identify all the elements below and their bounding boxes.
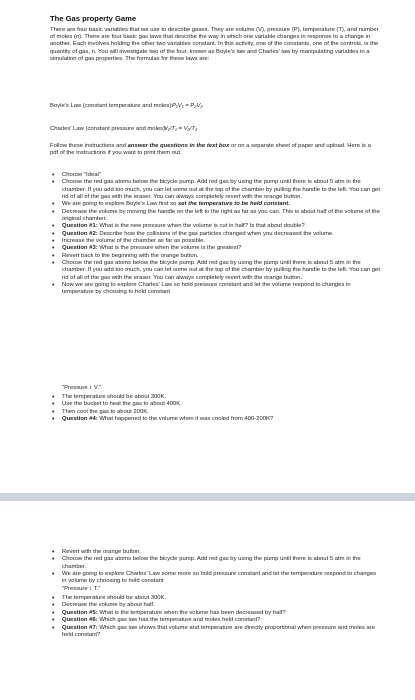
list-item-text: We are going to explore Charles' Law some more so hold pressure constant and let the temperature respond to changes in volume by choosing to hold constant [62, 570, 377, 585]
question-label: Question #6: [62, 617, 98, 624]
page-divider [0, 485, 415, 518]
list-item [50, 209, 382, 223]
question-text: What is the pressure when the volume is the greatest? [97, 245, 242, 252]
instruction-list-3 [50, 549, 382, 586]
question-text: Which gas law shows that volume and temperature are directly proportional when pressure and moles are held constant? [62, 624, 376, 638]
list-item [50, 201, 382, 208]
question-label: Question #7: [62, 624, 98, 631]
list-item-text: Choose the red gas atoms below the bicycle pump. Add red gas by using the pump until there is about 5 atm in the chamber. [62, 556, 361, 570]
question-label: Question #4: [62, 416, 98, 423]
list-item [50, 556, 382, 570]
instructions-emphasis: answer the questions in the text box [127, 143, 230, 149]
boyle-law-label: Boyle's Law (constant temperature and moles): [50, 103, 173, 109]
instruction-list-2 [50, 394, 382, 424]
list-item-text: The temperature should be about 300K. [62, 394, 167, 400]
list-item-text: Now we are going to explore Charles' Law so hold pressure constant and let the volume respond to changes in temperature by choosing to hold constant [62, 281, 351, 296]
question-item [50, 245, 382, 252]
instructions-post: or on a separate sheet of paper and upload. Here is a pdf of the instructions if you want to print them out. [50, 143, 371, 157]
instruction-list-1 [50, 172, 382, 297]
list-item [50, 602, 382, 609]
question-item [50, 617, 382, 624]
question-item [50, 231, 382, 238]
list-item [50, 253, 382, 260]
list-item-text: We are going to explore Boyle's Law first so [62, 201, 178, 208]
question-text: What is the new pressure when the volume is cut in half? Is that about double? [97, 223, 305, 230]
question-item [50, 416, 382, 423]
divider-bar [0, 493, 415, 501]
question-label: Question #3: [62, 245, 98, 252]
list-item [50, 394, 382, 401]
question-item [50, 625, 382, 639]
list-item [50, 179, 382, 201]
list-item [50, 595, 382, 602]
instructions-pre: Follow these instructions and [50, 143, 128, 149]
question-label: Question #1: [62, 223, 98, 230]
list-item-text: Then cool the gas to about 200K. [62, 408, 149, 415]
list-item-text: Choose the red gas atoms below the bicycle pump. Add red gas by using the pump until there is about 5 atm in the chamber. If you add too much, you can let some out at the top of the chamber by pulling the handle to the left. You can get rid of all of the gas with the eraser. You can always completely revert with the orange button. [62, 260, 380, 281]
list-item [50, 238, 382, 245]
list-item [50, 260, 382, 282]
boyle-law-equation: P₁V₁ = P₂V₂ [172, 103, 203, 109]
list-item-text: Revert back to the beginning with the orange button. [62, 252, 199, 259]
question-item [50, 223, 382, 230]
list-item-text: Decrease the volume by moving the handle on the left to the right as far as you can. This is about half of the volume of the original chamber. [62, 208, 380, 222]
list-item [50, 282, 382, 296]
list-item [50, 549, 382, 556]
question-text: What happened to the volume when it was cooled from 400-200K? [97, 416, 274, 423]
list-item-text: Increase the volume of the chamber as far as possible. [62, 237, 206, 244]
instruction-list-4 [50, 595, 382, 639]
charles-law-equation: V₁/T₁ = V₂/T₂ [164, 126, 198, 132]
question-text: What is the temperature when the volume has been decreased by half? [97, 609, 286, 616]
list-item-text: Choose "Ideal" [62, 172, 101, 178]
question-label: Question #2: [62, 230, 98, 237]
charles-law-label: Charles' Law (constant pressure and moles): [50, 126, 167, 132]
pressure-temperature-option: "Pressure ↕ T." [62, 586, 101, 592]
list-item-text: The temperature should be about 300K. [62, 595, 167, 601]
document-title: The Gas property Game [50, 14, 137, 23]
list-item [50, 409, 382, 416]
list-item-text: Use the bucket to heat the gas to about 400K. [62, 401, 182, 408]
pressure-volume-option: "Pressure ↕ V." [62, 385, 101, 391]
intro-paragraph: There are four basic variables that we use to describe gases. They are volume (V), pressure (P), temperature (T), and number of moles (n). There are four basic gas laws that describe the way in which one variable changes in response to a change in another. Each involves holding the other two variables constant. In this activity, one of the constants, one of the controls, is the quantity of gas, n. You will investigate two of the four, known as Boyle's law and Charles' law by manipulating variables in a simulation of gas properties. The formulas for these laws are: [50, 27, 379, 62]
list-item-text: Revert with the orange button. [62, 549, 141, 555]
question-text: Which gas law has the temperature and moles held constant? [97, 617, 261, 624]
question-item [50, 610, 382, 617]
list-item [50, 571, 382, 585]
question-label: Question #5: [62, 609, 98, 616]
list-item [50, 401, 382, 408]
list-item-text: Choose the red gas atoms below the bicycle pump. Add red gas by using the pump until there is about 5 atm in the chamber. If you add too much, you can let some out at the top of the chamber by pulling the handle to the left. You can get rid of all of the gas with the eraser. You can always completely revert with the orange button. [62, 179, 380, 200]
list-item-emphasis: set the temperature to be held constant. [177, 201, 290, 208]
question-text: Describe how the collisions of the gas particles changed when you decreased the volume. [97, 230, 334, 237]
list-item-text: Decrease the volume by about half. [62, 602, 155, 609]
